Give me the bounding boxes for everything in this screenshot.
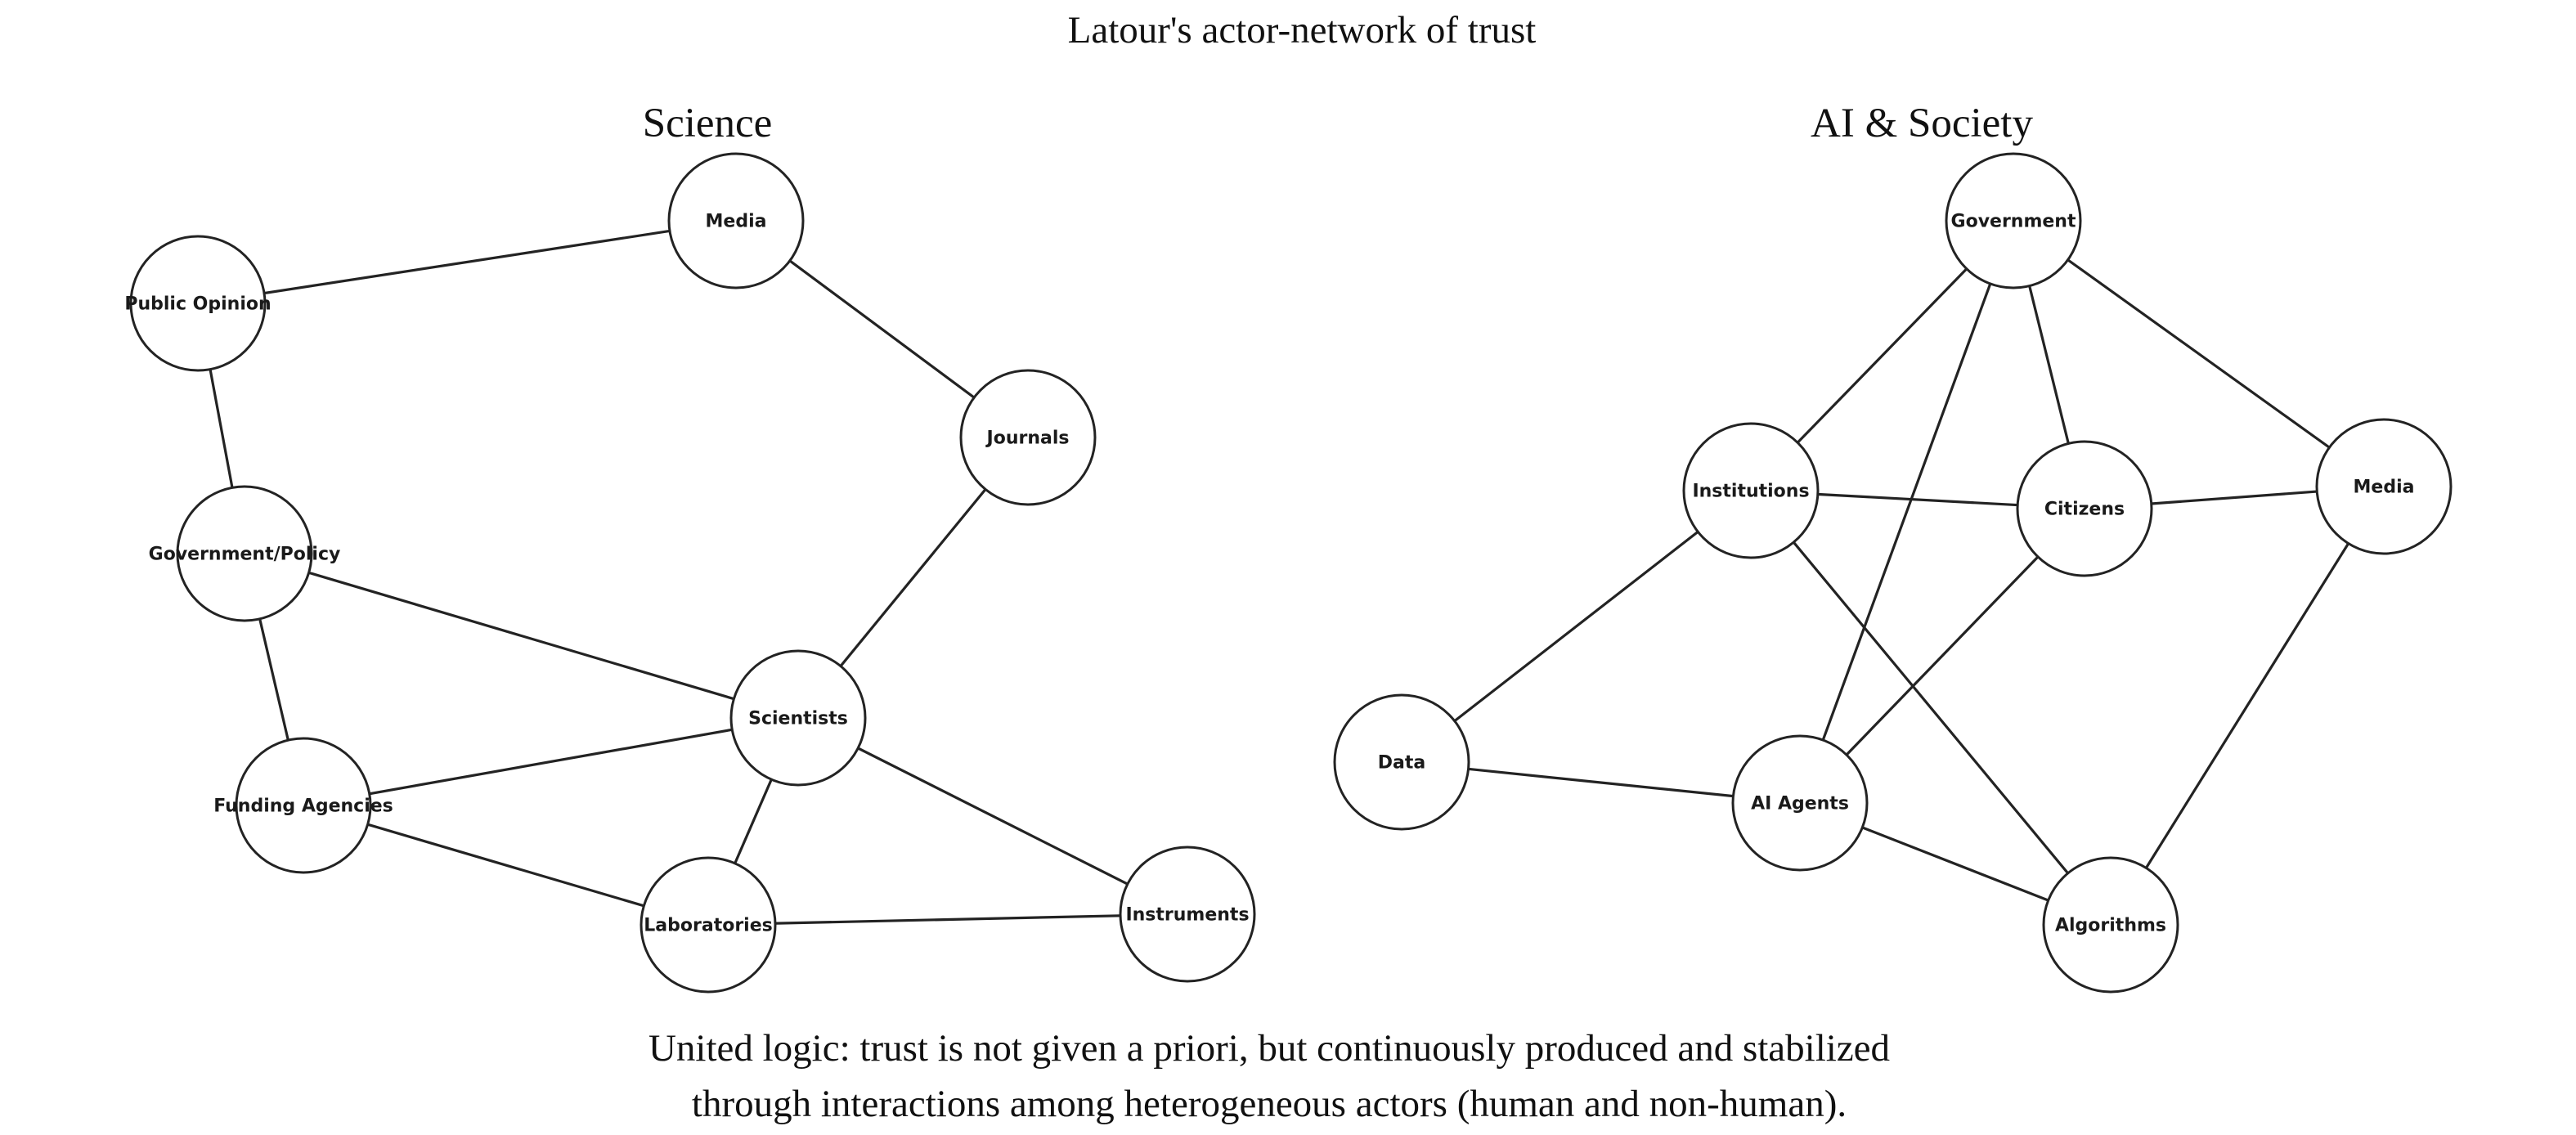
edge-media--algorithms bbox=[2111, 487, 2384, 925]
node-government bbox=[1946, 154, 2080, 288]
node-label: Government bbox=[1950, 211, 2076, 232]
node-ai-agents bbox=[1733, 736, 1867, 870]
node-laboratories bbox=[641, 858, 775, 992]
node-algorithms bbox=[2044, 858, 2178, 992]
caption-line-1: United logic: trust is not given a priori, but continuously produced and stabilized bbox=[648, 1027, 1891, 1070]
edge-government--ai-agents bbox=[1800, 221, 2013, 803]
network-ai-society bbox=[1335, 154, 2451, 992]
node-label: AI Agents bbox=[1751, 793, 1849, 814]
node-label: Journals bbox=[986, 428, 1070, 449]
node-label: Institutions bbox=[1692, 481, 1810, 502]
node-label: Government/Policy bbox=[148, 544, 341, 565]
edge-laboratories--instruments bbox=[708, 914, 1187, 925]
node-media bbox=[669, 154, 803, 288]
figure-title: Latour's actor-network of trust bbox=[1067, 9, 1537, 52]
network-science bbox=[124, 154, 1254, 992]
node-label: Media bbox=[705, 211, 767, 232]
node-scientists bbox=[731, 651, 865, 785]
caption-line-2: through interactions among heterogeneous actors (human and non-human). bbox=[691, 1083, 1847, 1125]
node-data bbox=[1335, 695, 1469, 829]
node-instruments bbox=[1120, 847, 1254, 981]
node-label: Algorithms bbox=[2054, 915, 2167, 936]
edge-funding-agencies--scientists bbox=[303, 718, 798, 805]
node-label: Data bbox=[1377, 752, 1426, 774]
node-label: Funding Agencies bbox=[213, 796, 393, 817]
node-journals bbox=[961, 370, 1095, 505]
node-institutions bbox=[1684, 424, 1818, 558]
node-government-policy bbox=[149, 487, 341, 621]
node-citizens bbox=[2017, 442, 2152, 576]
node-label: Scientists bbox=[748, 708, 848, 729]
node-label: Media bbox=[2353, 477, 2415, 498]
node-funding-agencies bbox=[213, 738, 393, 873]
node-label: Instruments bbox=[1125, 904, 1250, 926]
node-media bbox=[2317, 419, 2451, 554]
node-label: Citizens bbox=[2044, 499, 2125, 520]
node-label: Laboratories bbox=[644, 915, 773, 936]
edge-public-opinion--media bbox=[198, 221, 736, 303]
edge-government-policy--scientists bbox=[245, 554, 798, 718]
ai-society-network-title: AI & Society bbox=[1811, 101, 2033, 146]
node-public-opinion bbox=[124, 236, 271, 370]
node-label: Public Opinion bbox=[124, 294, 272, 315]
science-network-title: Science bbox=[642, 101, 773, 146]
caption bbox=[648, 1021, 1890, 1132]
